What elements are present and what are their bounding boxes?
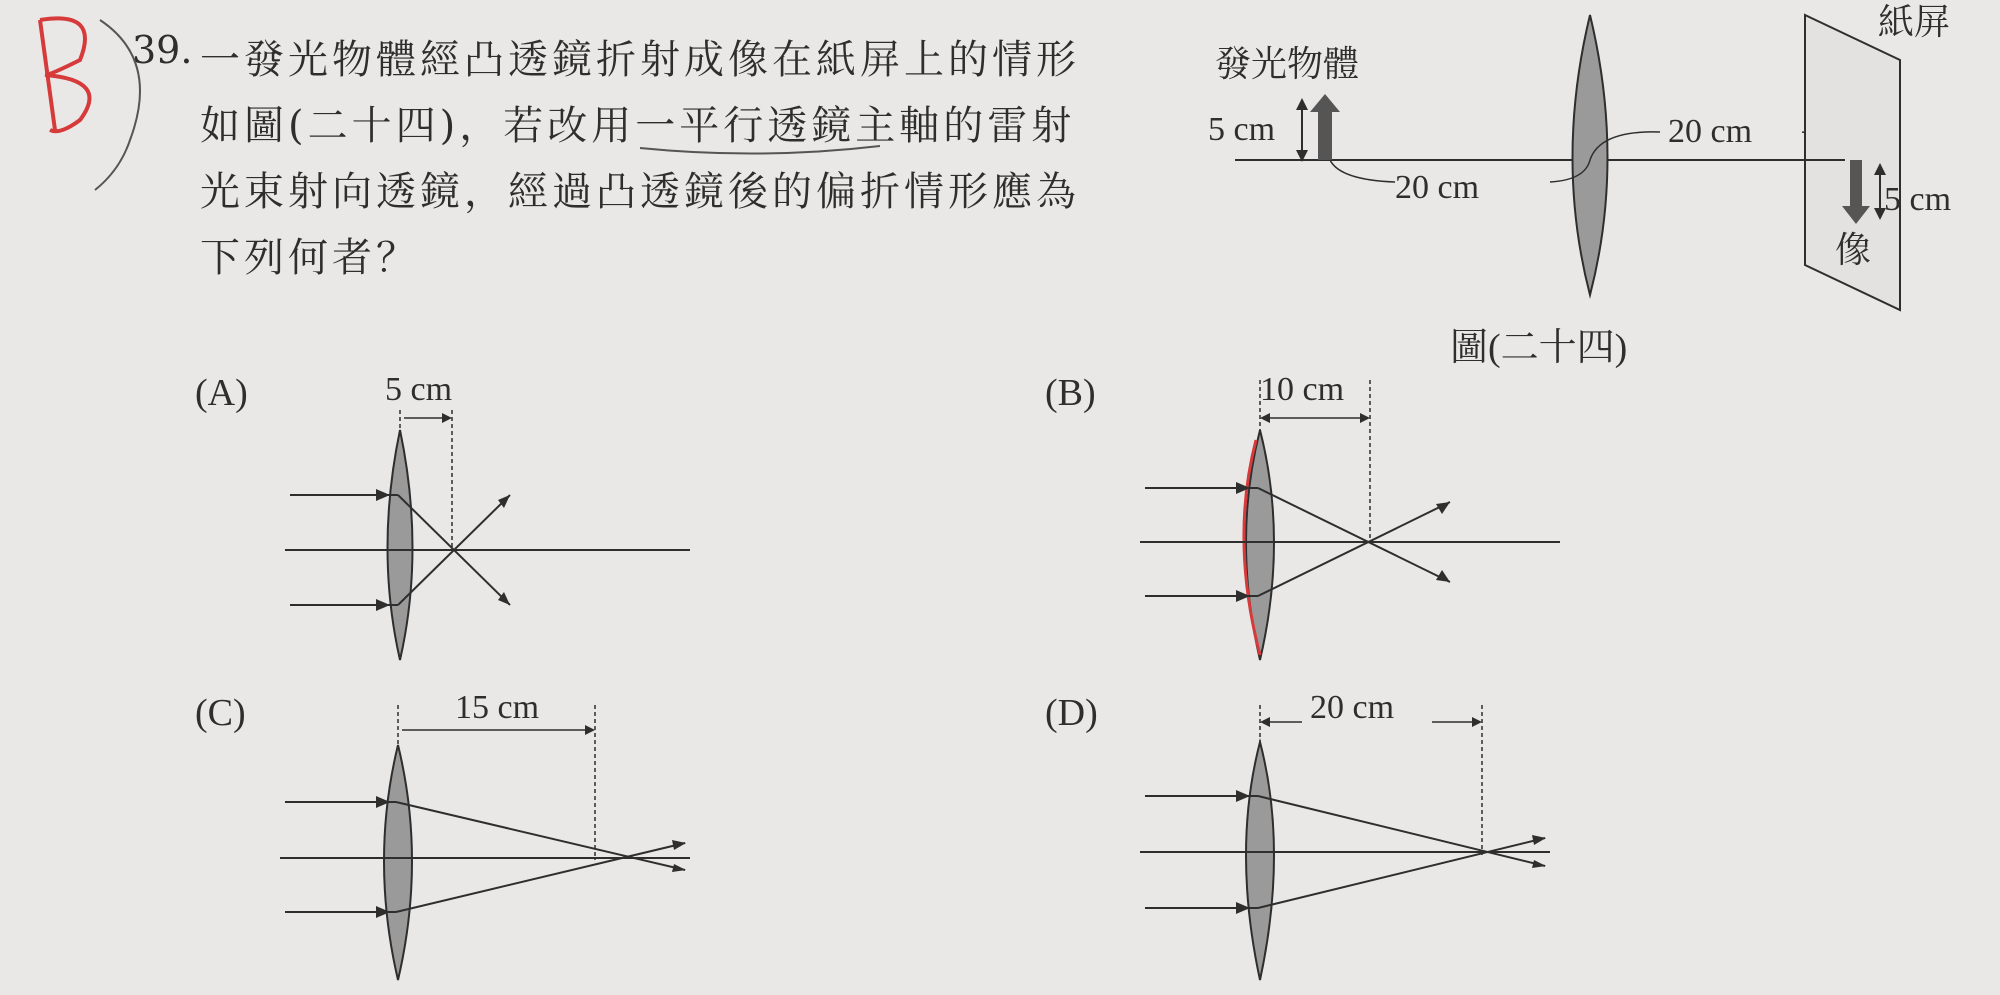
image-height-label: 5 cm [1884, 181, 1952, 218]
question-line-1: 一發光物體經凸透鏡折射成像在紙屏上的情形 [200, 37, 1080, 83]
option-a-lens [388, 430, 413, 660]
image-label: 像 [1835, 230, 1872, 270]
option-a-label: (A) [195, 372, 248, 414]
option-b-label: (B) [1045, 372, 1096, 414]
image-arrow-shaft [1850, 160, 1862, 208]
option-c-dimension: 15 cm [455, 690, 540, 726]
option-a-diagram [190, 370, 710, 670]
figure-24 [1190, 0, 2000, 380]
object-height-label: 5 cm [1208, 111, 1276, 148]
handwritten-answer-b [40, 18, 89, 131]
question-number: 39. [132, 28, 193, 72]
screen-label: 紙屏 [1878, 2, 1951, 42]
pencil-scribble [95, 20, 140, 190]
option-b-dimension: 10 cm [1260, 371, 1345, 408]
question-line-3: 光束射向透鏡，經過凸透鏡後的偏折情形應為 [200, 169, 1080, 215]
option-d-diagram [1040, 690, 1580, 995]
option-c-label: (C) [195, 692, 246, 734]
option-d-dimension: 20 cm [1310, 690, 1395, 726]
image-distance-label: 20 cm [1668, 113, 1753, 150]
pencil-underline [640, 146, 880, 154]
convex-lens [1573, 15, 1608, 295]
option-d-label: (D) [1045, 692, 1098, 734]
figure-caption: 圖(二十四) [1450, 327, 1628, 369]
option-c-lens [384, 745, 412, 980]
object-arrow-head [1310, 94, 1340, 112]
object-label: 發光物體 [1215, 44, 1360, 84]
option-d-lens [1246, 742, 1274, 980]
option-a-dimension: 5 cm [385, 371, 453, 408]
object-distance-label: 20 cm [1395, 169, 1480, 206]
option-b-diagram [1040, 370, 1580, 670]
object-arrow-shaft [1318, 110, 1332, 160]
question-line-2: 如圖(二十四)，若改用一平行透鏡主軸的雷射 [200, 103, 1076, 149]
option-c-diagram [190, 690, 710, 995]
question-line-4: 下列何者？ [200, 235, 420, 281]
